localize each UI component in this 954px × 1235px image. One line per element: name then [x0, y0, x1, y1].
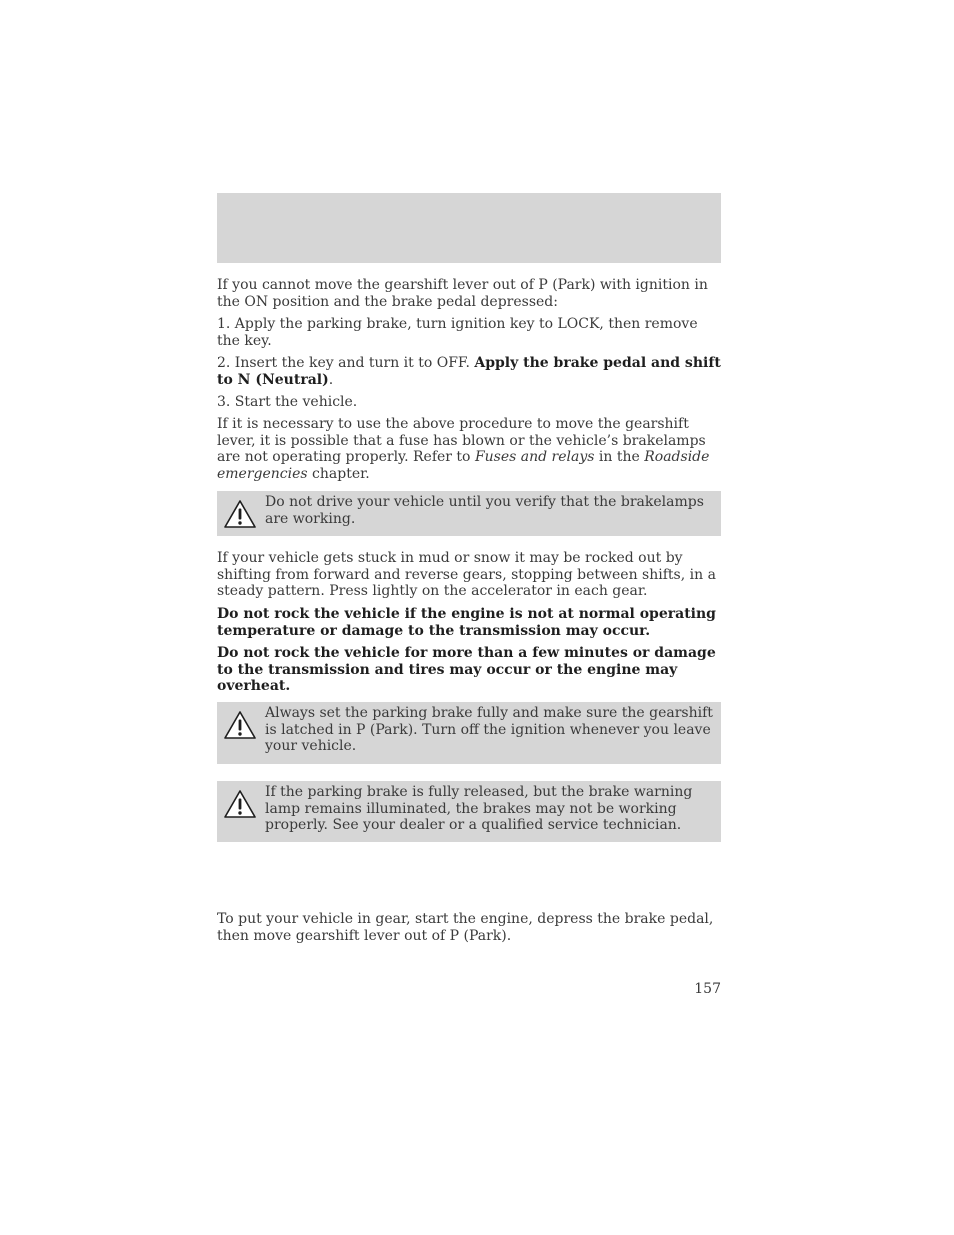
- warning-triangle-icon: [223, 499, 257, 529]
- caution-duration-text: Do not rock the vehicle for more than a few minutes or damage to the transmission and tires may occur or the engine may overheat.: [217, 645, 716, 694]
- step-2-text: 2. Insert the key and turn it to OFF.: [217, 355, 475, 371]
- step-2: [217, 355, 721, 388]
- warning-box-parking-brake: [217, 702, 721, 764]
- step-3: [217, 394, 721, 411]
- caution-duration: [217, 645, 721, 695]
- step-1: [217, 316, 721, 349]
- roadside-emergencies-ref: Roadside emergencies: [217, 449, 710, 482]
- fuse-text-b: in the: [594, 449, 645, 465]
- rocking-paragraph: [217, 550, 721, 600]
- intro-text: If you cannot move the gearshift lever out of P (Park) with ignition in the ON position and the brake pedal depressed:: [217, 277, 708, 310]
- warning-text-parking-brake: Always set the parking brake fully and make sure the gearshift is latched in P (Park). Turn off the ignition whenever you leave your vehicle.: [265, 705, 713, 754]
- section-header-band: [217, 193, 721, 263]
- warning-box-brake-lamp: [217, 781, 721, 842]
- caution-temperature: [217, 606, 721, 639]
- fuse-text-a: If it is necessary to use the above procedure to move the gearshift lever, it is possible that a fuse has blown or the vehicle’s brakelamps are not operating properly. Refer to: [217, 416, 706, 465]
- intro-paragraph: [217, 277, 721, 310]
- warning-text-brake-lamp: If the parking brake is fully released, but the brake warning lamp remains illuminated, the brakes may not be working properly. See your dealer or a qualified service technician.: [265, 784, 693, 833]
- warning-triangle-icon: [223, 710, 257, 740]
- fuses-relays-ref: Fuses and relays: [474, 449, 595, 465]
- step-2-end: .: [328, 371, 334, 388]
- warning-text-brakelamps: Do not drive your vehicle until you verify that the brakelamps are working.: [265, 494, 704, 527]
- put-in-gear-text: To put your vehicle in gear, start the engine, depress the brake pedal, then move gearshift lever out of P (Park).: [217, 911, 714, 944]
- step-1-text: 1. Apply the parking brake, turn ignition key to LOCK, then remove the key.: [217, 316, 698, 349]
- fuse-text-c: chapter.: [307, 465, 370, 482]
- put-in-gear-paragraph: [217, 911, 721, 944]
- step-3-text: 3. Start the vehicle.: [217, 394, 358, 410]
- step-2-bold-text: Apply the brake pedal and shift to N (Neutral): [217, 355, 721, 388]
- caution-temperature-text: Do not rock the vehicle if the engine is not at normal operating temperature or damage to the transmission may occur.: [217, 606, 716, 639]
- rocking-text: If your vehicle gets stuck in mud or snow it may be rocked out by shifting from forward and reverse gears, stopping between shifts, in a steady pattern. Press lightly on the accelerator in each gear.: [217, 550, 716, 599]
- fuse-paragraph: [217, 416, 721, 482]
- page-number: 157: [694, 981, 721, 997]
- warning-box-brakelamps: [217, 491, 721, 536]
- warning-triangle-icon: [223, 789, 257, 819]
